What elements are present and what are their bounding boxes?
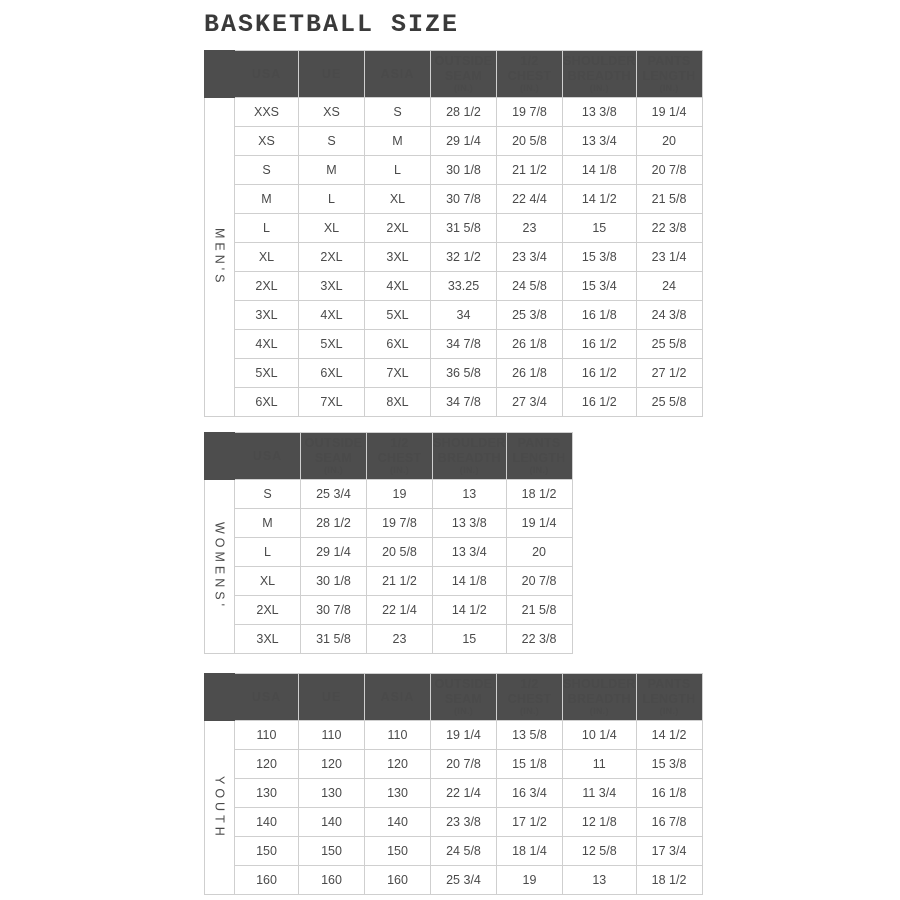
- table-cell: 26 1/8: [497, 359, 563, 388]
- table-cell: 22 1/4: [431, 779, 497, 808]
- table-cell: 140: [365, 808, 431, 837]
- table-cell: 4XL: [299, 301, 365, 330]
- column-header: [563, 674, 637, 721]
- table-cell: 25 3/8: [497, 301, 563, 330]
- table-cell: 24: [636, 272, 702, 301]
- table-cell: 22 3/8: [506, 625, 572, 654]
- column-header-unit: (IN.): [459, 465, 479, 476]
- column-header-unit: (IN.): [589, 706, 609, 717]
- table-cell: 15: [563, 214, 637, 243]
- table-cell: 2XL: [235, 272, 299, 301]
- table-cell: 140: [235, 808, 299, 837]
- table-cell: XS: [235, 127, 299, 156]
- table-cell: 15 3/4: [563, 272, 637, 301]
- column-header-label: OUTSIDE SEAM: [434, 54, 493, 83]
- column-header: [365, 674, 431, 721]
- table-cell: XXS: [235, 98, 299, 127]
- table-cell: 2XL: [365, 214, 431, 243]
- table-cell: 110: [299, 721, 365, 750]
- column-header-label: PANTS LENGTH: [512, 436, 566, 465]
- table-cell: 13 3/4: [433, 538, 507, 567]
- table-cell: 19 7/8: [367, 509, 433, 538]
- table-cell: 20 7/8: [431, 750, 497, 779]
- table-cell: 21 5/8: [506, 596, 572, 625]
- table-cell: 3XL: [365, 243, 431, 272]
- column-header-label: USA: [251, 689, 282, 704]
- column-header-label: OUTSIDE SEAM: [304, 436, 363, 465]
- table-cell: 140: [299, 808, 365, 837]
- table-cell: 16 1/2: [563, 359, 637, 388]
- table-cell: L: [299, 185, 365, 214]
- column-header: [235, 674, 299, 721]
- table-cell: 5XL: [299, 330, 365, 359]
- table-cell: 110: [235, 721, 299, 750]
- table-cell: 22 1/4: [367, 596, 433, 625]
- table-cell: 15 3/8: [636, 750, 702, 779]
- table-cell: 23 1/4: [636, 243, 702, 272]
- table-cell: XS: [299, 98, 365, 127]
- table-cell: 16 1/2: [563, 388, 637, 417]
- table-cell: 14 1/8: [563, 156, 637, 185]
- table-cell: 160: [365, 866, 431, 895]
- column-header: [563, 51, 637, 98]
- table-cell: 12 1/8: [563, 808, 637, 837]
- column-header-unit: (IN.): [520, 706, 539, 717]
- table-cell: 14 1/2: [433, 596, 507, 625]
- table-cell: 19 1/4: [506, 509, 572, 538]
- table-cell: S: [365, 98, 431, 127]
- table-cell: 23 3/8: [431, 808, 497, 837]
- table-cell: 3XL: [299, 272, 365, 301]
- table-cell: 21 1/2: [367, 567, 433, 596]
- table-row: [205, 243, 703, 272]
- column-header: [301, 433, 367, 480]
- table-cell: 25 3/4: [301, 480, 367, 509]
- column-header: [506, 433, 572, 480]
- table-row: [205, 596, 573, 625]
- table-cell: 20: [506, 538, 572, 567]
- table-cell: 22 3/8: [636, 214, 702, 243]
- column-header-label: OUTSIDE SEAM: [434, 677, 493, 706]
- table-row: [205, 388, 703, 417]
- column-header-label: SHOULDER BREADTH: [433, 436, 506, 465]
- table-cell: XL: [299, 214, 365, 243]
- table-cell: L: [235, 214, 299, 243]
- column-header-unit: (IN.): [589, 83, 609, 94]
- table-cell: M: [299, 156, 365, 185]
- column-header: [433, 433, 507, 480]
- table-cell: 21 5/8: [636, 185, 702, 214]
- table-row: [205, 185, 703, 214]
- table-row: [205, 625, 573, 654]
- mens-size-table-wrapper: [204, 50, 703, 417]
- column-header-label: SHOULDER BREADTH: [563, 54, 636, 83]
- table-cell: M: [235, 509, 301, 538]
- column-header-label: ASIA: [380, 689, 415, 704]
- table-cell: 13: [563, 866, 637, 895]
- table-cell: 32 1/2: [431, 243, 497, 272]
- table-cell: 30 7/8: [431, 185, 497, 214]
- table-cell: 15 1/8: [497, 750, 563, 779]
- column-header: [367, 433, 433, 480]
- table-cell: 23: [497, 214, 563, 243]
- column-header-label: UE: [321, 689, 342, 704]
- table-cell: 120: [299, 750, 365, 779]
- column-header-label: ASIA: [380, 66, 415, 81]
- table-cell: 11: [563, 750, 637, 779]
- table-cell: 14 1/8: [433, 567, 507, 596]
- youth-size-table: [204, 673, 703, 895]
- table-cell: 23: [367, 625, 433, 654]
- table-cell: S: [235, 156, 299, 185]
- column-header: [497, 674, 563, 721]
- header-corner-cell: [205, 433, 235, 480]
- table-cell: 20 7/8: [506, 567, 572, 596]
- column-header-unit: (IN.): [454, 83, 473, 94]
- table-cell: 16 1/8: [636, 779, 702, 808]
- table-row: [205, 330, 703, 359]
- table-cell: 19: [497, 866, 563, 895]
- column-header: [636, 51, 702, 98]
- column-header-unit: (IN.): [390, 465, 409, 476]
- table-cell: 4XL: [365, 272, 431, 301]
- table-cell: 31 5/8: [431, 214, 497, 243]
- table-cell: 15: [433, 625, 507, 654]
- column-header-unit: (IN.): [454, 706, 473, 717]
- table-side-label: YOUTH: [205, 721, 235, 895]
- table-cell: 27 3/4: [497, 388, 563, 417]
- table-cell: 130: [235, 779, 299, 808]
- table-cell: 16 7/8: [636, 808, 702, 837]
- table-cell: 120: [365, 750, 431, 779]
- table-row: [205, 98, 703, 127]
- table-cell: L: [235, 538, 301, 567]
- table-row: [205, 156, 703, 185]
- table-cell: 3XL: [235, 625, 301, 654]
- table-row: [205, 509, 573, 538]
- table-cell: 34 7/8: [431, 388, 497, 417]
- table-cell: 24 5/8: [497, 272, 563, 301]
- table-cell: 6XL: [235, 388, 299, 417]
- table-cell: 7XL: [365, 359, 431, 388]
- table-cell: 13 3/8: [563, 98, 637, 127]
- column-header: [431, 51, 497, 98]
- table-row: [205, 480, 573, 509]
- table-cell: 13 3/4: [563, 127, 637, 156]
- table-cell: 28 1/2: [301, 509, 367, 538]
- table-cell: 20 5/8: [367, 538, 433, 567]
- table-row: [205, 538, 573, 567]
- table-cell: 18 1/4: [497, 837, 563, 866]
- header-corner-cell: [205, 51, 235, 98]
- column-header: [497, 51, 563, 98]
- table-cell: 17 1/2: [497, 808, 563, 837]
- table-cell: 34: [431, 301, 497, 330]
- table-cell: 25 3/4: [431, 866, 497, 895]
- table-cell: 30 1/8: [431, 156, 497, 185]
- table-cell: 20: [636, 127, 702, 156]
- table-row: [205, 808, 703, 837]
- column-header: [299, 674, 365, 721]
- table-cell: 28 1/2: [431, 98, 497, 127]
- column-header: [365, 51, 431, 98]
- table-row: [205, 127, 703, 156]
- table-cell: 29 1/4: [301, 538, 367, 567]
- table-cell: 8XL: [365, 388, 431, 417]
- table-row: [205, 866, 703, 895]
- table-cell: 36 5/8: [431, 359, 497, 388]
- column-header-label: SHOULDER BREADTH: [563, 677, 636, 706]
- table-row: [205, 214, 703, 243]
- table-cell: 13: [433, 480, 507, 509]
- table-cell: 150: [299, 837, 365, 866]
- table-cell: 27 1/2: [636, 359, 702, 388]
- table-cell: 130: [365, 779, 431, 808]
- column-header: [431, 674, 497, 721]
- table-cell: M: [235, 185, 299, 214]
- table-cell: 13 5/8: [497, 721, 563, 750]
- table-cell: 15 3/8: [563, 243, 637, 272]
- table-cell: 33.25: [431, 272, 497, 301]
- column-header: [636, 674, 702, 721]
- table-cell: 29 1/4: [431, 127, 497, 156]
- column-header-label: 1/2 CHEST: [507, 54, 552, 83]
- table-cell: 160: [299, 866, 365, 895]
- table-cell: 16 1/2: [563, 330, 637, 359]
- table-cell: 34 7/8: [431, 330, 497, 359]
- column-header-label: USA: [251, 66, 282, 81]
- column-header-unit: (IN.): [659, 83, 679, 94]
- table-cell: 21 1/2: [497, 156, 563, 185]
- table-cell: 22 4/4: [497, 185, 563, 214]
- table-cell: 12 5/8: [563, 837, 637, 866]
- table-side-label: WOMENS': [205, 480, 235, 654]
- table-cell: S: [299, 127, 365, 156]
- column-header: [235, 433, 301, 480]
- table-cell: 18 1/2: [506, 480, 572, 509]
- table-cell: 160: [235, 866, 299, 895]
- table-cell: 13 3/8: [433, 509, 507, 538]
- table-side-label: MEN'S: [205, 98, 235, 417]
- column-header-unit: (IN.): [520, 83, 539, 94]
- table-cell: 6XL: [299, 359, 365, 388]
- table-row: [205, 272, 703, 301]
- column-header-label: USA: [252, 448, 283, 463]
- table-cell: XL: [235, 567, 301, 596]
- table-cell: S: [235, 480, 301, 509]
- table-cell: 10 1/4: [563, 721, 637, 750]
- table-cell: 7XL: [299, 388, 365, 417]
- table-cell: 20 5/8: [497, 127, 563, 156]
- table-row: [205, 301, 703, 330]
- table-cell: 150: [365, 837, 431, 866]
- table-cell: 30 7/8: [301, 596, 367, 625]
- table-cell: 20 7/8: [636, 156, 702, 185]
- table-row: [205, 779, 703, 808]
- table-cell: 19 1/4: [636, 98, 702, 127]
- column-header-unit: (IN.): [659, 706, 679, 717]
- column-header-label: UE: [321, 66, 342, 81]
- table-row: [205, 721, 703, 750]
- table-cell: 24 5/8: [431, 837, 497, 866]
- page-title: BASKETBALL SIZE: [204, 10, 460, 39]
- column-header-label: PANTS LENGTH: [642, 54, 696, 83]
- column-header-label: PANTS LENGTH: [642, 677, 696, 706]
- table-cell: L: [365, 156, 431, 185]
- column-header-label: 1/2 CHEST: [507, 677, 552, 706]
- womens-size-table-wrapper: [204, 432, 573, 654]
- table-cell: 25 5/8: [636, 388, 702, 417]
- table-cell: 150: [235, 837, 299, 866]
- column-header-unit: (IN.): [529, 465, 549, 476]
- table-cell: 18 1/2: [636, 866, 702, 895]
- table-cell: 120: [235, 750, 299, 779]
- table-cell: 31 5/8: [301, 625, 367, 654]
- table-cell: M: [365, 127, 431, 156]
- table-cell: 110: [365, 721, 431, 750]
- table-cell: 5XL: [365, 301, 431, 330]
- column-header: [299, 51, 365, 98]
- table-cell: 14 1/2: [563, 185, 637, 214]
- table-cell: 23 3/4: [497, 243, 563, 272]
- header-corner-cell: [205, 674, 235, 721]
- table-cell: 25 5/8: [636, 330, 702, 359]
- table-cell: 5XL: [235, 359, 299, 388]
- column-header-label: 1/2 CHEST: [377, 436, 422, 465]
- table-cell: 19: [367, 480, 433, 509]
- table-cell: XL: [365, 185, 431, 214]
- table-cell: 4XL: [235, 330, 299, 359]
- table-cell: 24 3/8: [636, 301, 702, 330]
- table-cell: 130: [299, 779, 365, 808]
- table-cell: 2XL: [299, 243, 365, 272]
- table-cell: 2XL: [235, 596, 301, 625]
- table-cell: 6XL: [365, 330, 431, 359]
- mens-size-table: [204, 50, 703, 417]
- table-cell: 17 3/4: [636, 837, 702, 866]
- table-cell: 3XL: [235, 301, 299, 330]
- table-row: [205, 359, 703, 388]
- womens-size-table: [204, 432, 573, 654]
- table-cell: 19 1/4: [431, 721, 497, 750]
- table-cell: 14 1/2: [636, 721, 702, 750]
- column-header-unit: (IN.): [324, 465, 343, 476]
- table-cell: 30 1/8: [301, 567, 367, 596]
- table-cell: 11 3/4: [563, 779, 637, 808]
- table-row: [205, 567, 573, 596]
- youth-size-table-wrapper: [204, 673, 703, 895]
- column-header: [235, 51, 299, 98]
- table-cell: XL: [235, 243, 299, 272]
- table-cell: 26 1/8: [497, 330, 563, 359]
- table-cell: 16 1/8: [563, 301, 637, 330]
- table-row: [205, 750, 703, 779]
- table-cell: 19 7/8: [497, 98, 563, 127]
- table-row: [205, 837, 703, 866]
- table-cell: 16 3/4: [497, 779, 563, 808]
